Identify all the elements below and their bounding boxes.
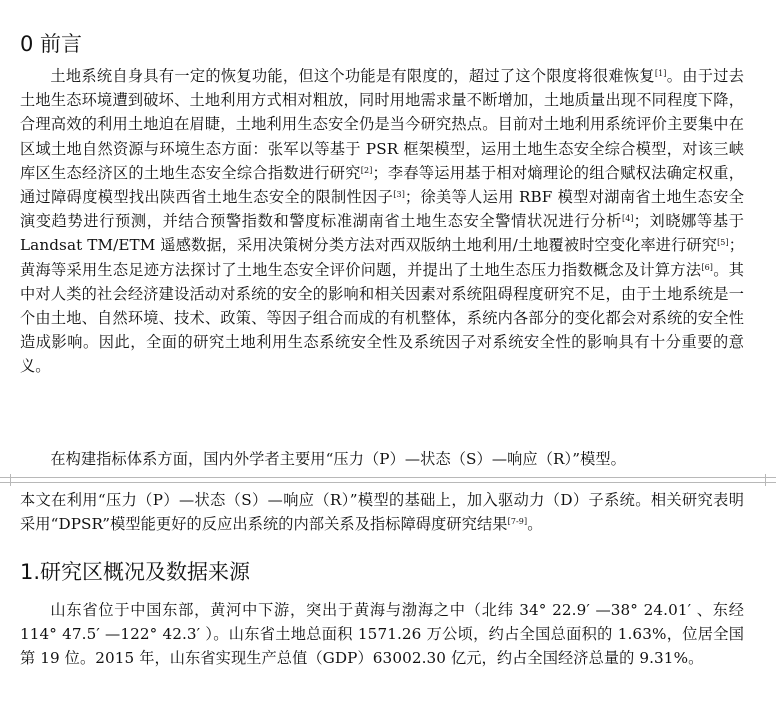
citation-ref: [6] [701,262,714,272]
text-run: ；刘晓娜等基于 Landsat TM/ETM 遥感数据，采用决策树分类方法对西双版纳土地利用/土地覆被时空变化率进行研究 [20,212,744,255]
section-heading-preface: 0 前言 [20,32,83,56]
text-run: 本文在利用“压力（P）—状态（S）—响应（R）”模型的基础上，加入驱动力（D）子系统。相关研究表明采用“DPSR”模型能更好的反应出系统的内部关系及指标障碍度研究结果 [20,491,744,534]
citation-ref: [2] [360,165,373,175]
citation-ref: [7-9] [507,517,528,527]
text-run: 土地系统自身具有一定的恢复功能，但这个功能是有限度的，超过了这个限度将很难恢复 [50,67,655,85]
citation-ref: [3] [393,190,405,200]
preface-paragraph-3 [20,488,744,536]
text-run: ；徐美等人运用 RBF 模型对湖南省土地生态安全演变趋势进行预测，并结合预警指数和警度标准湖南省土地生态安全警情状况进行分析 [20,188,744,231]
section-heading-study-area: 1.研究区概况及数据来源 [20,560,251,584]
text-run: ；黄海等采用生态足迹方法探讨了土地生态安全评价问题，并提出了土地生态压力指数概念及计算方法 [20,236,744,279]
text-run: 。其中对人类的社会经济建设活动对系统的安全的影响和相关因素对系统阻碍程度研究不足，由于土地系统是一个由土地、自然环境、技术、政策、等因子组合而成的有机整体，系统内各部分的变化都会对系统的安全性造成影响。因此，全面的研究土地利用生态系统安全性及系统因子对系统安全性的影响具有十分重要的意义。 [20,260,745,376]
preface-paragraph-1 [20,64,744,379]
study-area-paragraph: 山东省位于中国东部，黄河中下游，突出于黄海与渤海之中（北纬 34° 22.9′ —38° 24.01′ 、东经 114° 47.5′ —122° 42.3′ ）。山东省土地总面积 1571.26 万公顷，约占全国总面积的 1.63%，位居全国第 19 位。2015 年，山东省实现生产总值（GDP）63002.30 亿元，约占全国经济总量的 9.31%。 [20,601,744,668]
page-break-marker-right [765,474,776,486]
text-run: 。 [527,515,543,534]
citation-ref: [4] [622,214,634,224]
citation-ref: [5] [717,238,729,248]
text-run: ；李春等运用基于相对熵理论的组合赋权法确定权重，通过障碍度模型找出陕西省土地生态安全的限制性因子 [20,163,745,207]
text-run: 。由于过去土地生态环境遭到破坏、土地利用方式相对粗放，同时用地需求量不断增加，土地质量出现不同程度下降，合理高效的利用土地迫在眉睫，土地利用生态安全仍是当今研究热点。目前对土地利用系统评价主要集中在区域土地自然资源与环境生态方面：张军以等基于 PSR 框架模型，运用土地生态安全综合模型，对该三峡库区生态经济区的土地生态安全综合指数进行研究 [20,67,744,182]
preface-paragraph-2: 在构建指标体系方面，国内外学者主要用“压力（P）—状态（S）—响应（R）”模型。 [50,450,626,468]
citation-ref: [1] [654,69,667,78]
page-break-separator [0,477,776,483]
